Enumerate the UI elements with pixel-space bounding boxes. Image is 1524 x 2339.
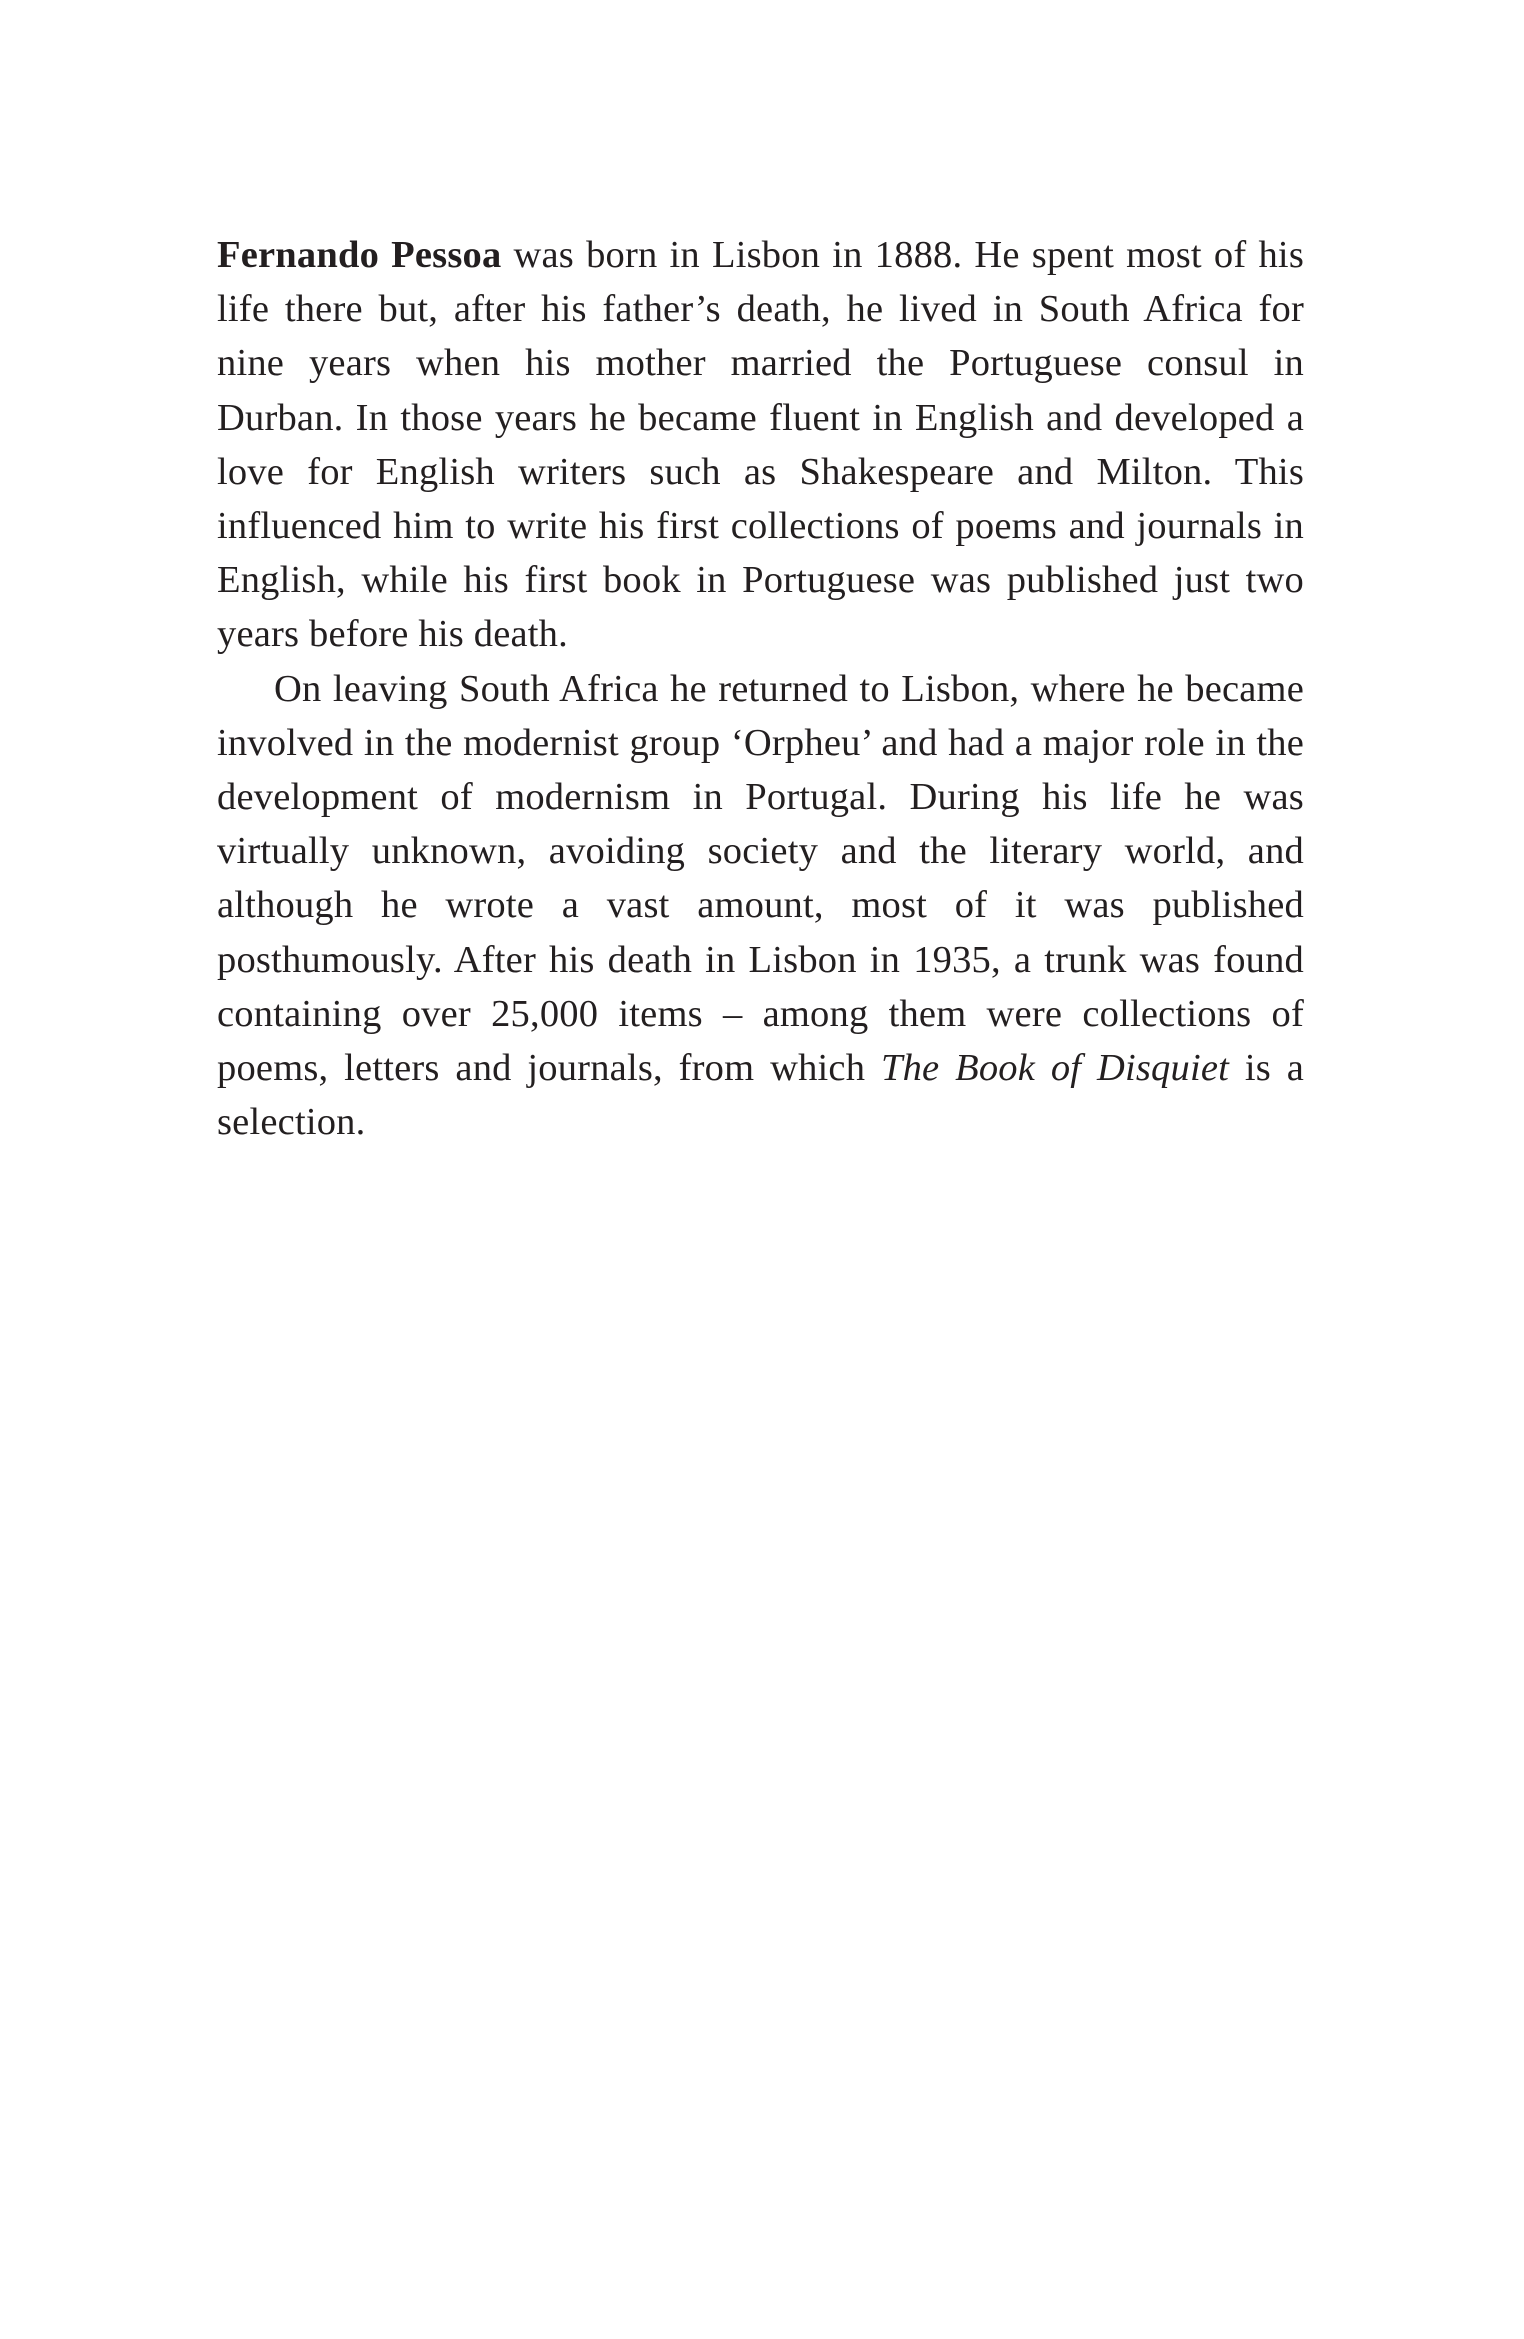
paragraph-2-end: is a selection. [217,1047,1304,1144]
biography-paragraph-1 [217,228,1304,662]
author-name: Fernando Pessoa [217,234,502,276]
paragraph-1-text: was born in Lisbon in 1888. He spent most of his life there but, after his father’s death, he lived in South Africa for nine years when his mother married the Portuguese consul in Durban. In those years he became fluent in English and developed a love for English writers such as Shakespeare and Milton. This influenced him to write his first collections of poems and journals in English, while his first book in Portuguese was published just two years before his death. [217,234,1305,656]
book-title: The Book of Disquiet [880,1047,1230,1090]
paragraph-2-text: On leaving South Africa he returned to Lisbon, where he became involved in the modernist group ‘Orpheu’ and had a major role in the development of modernism in Portugal. During his life he was virtually unknown, avoiding society and the literary world, and although he wrote a vast amount, most of it was published posthumously. After his death in Lisbon in 1935, a trunk was found containing over 25,000 items – among them were collections of poems, letters and journals, from which [217,667,1304,1090]
author-biography [217,228,1304,1149]
biography-paragraph-2 [217,662,1304,1150]
